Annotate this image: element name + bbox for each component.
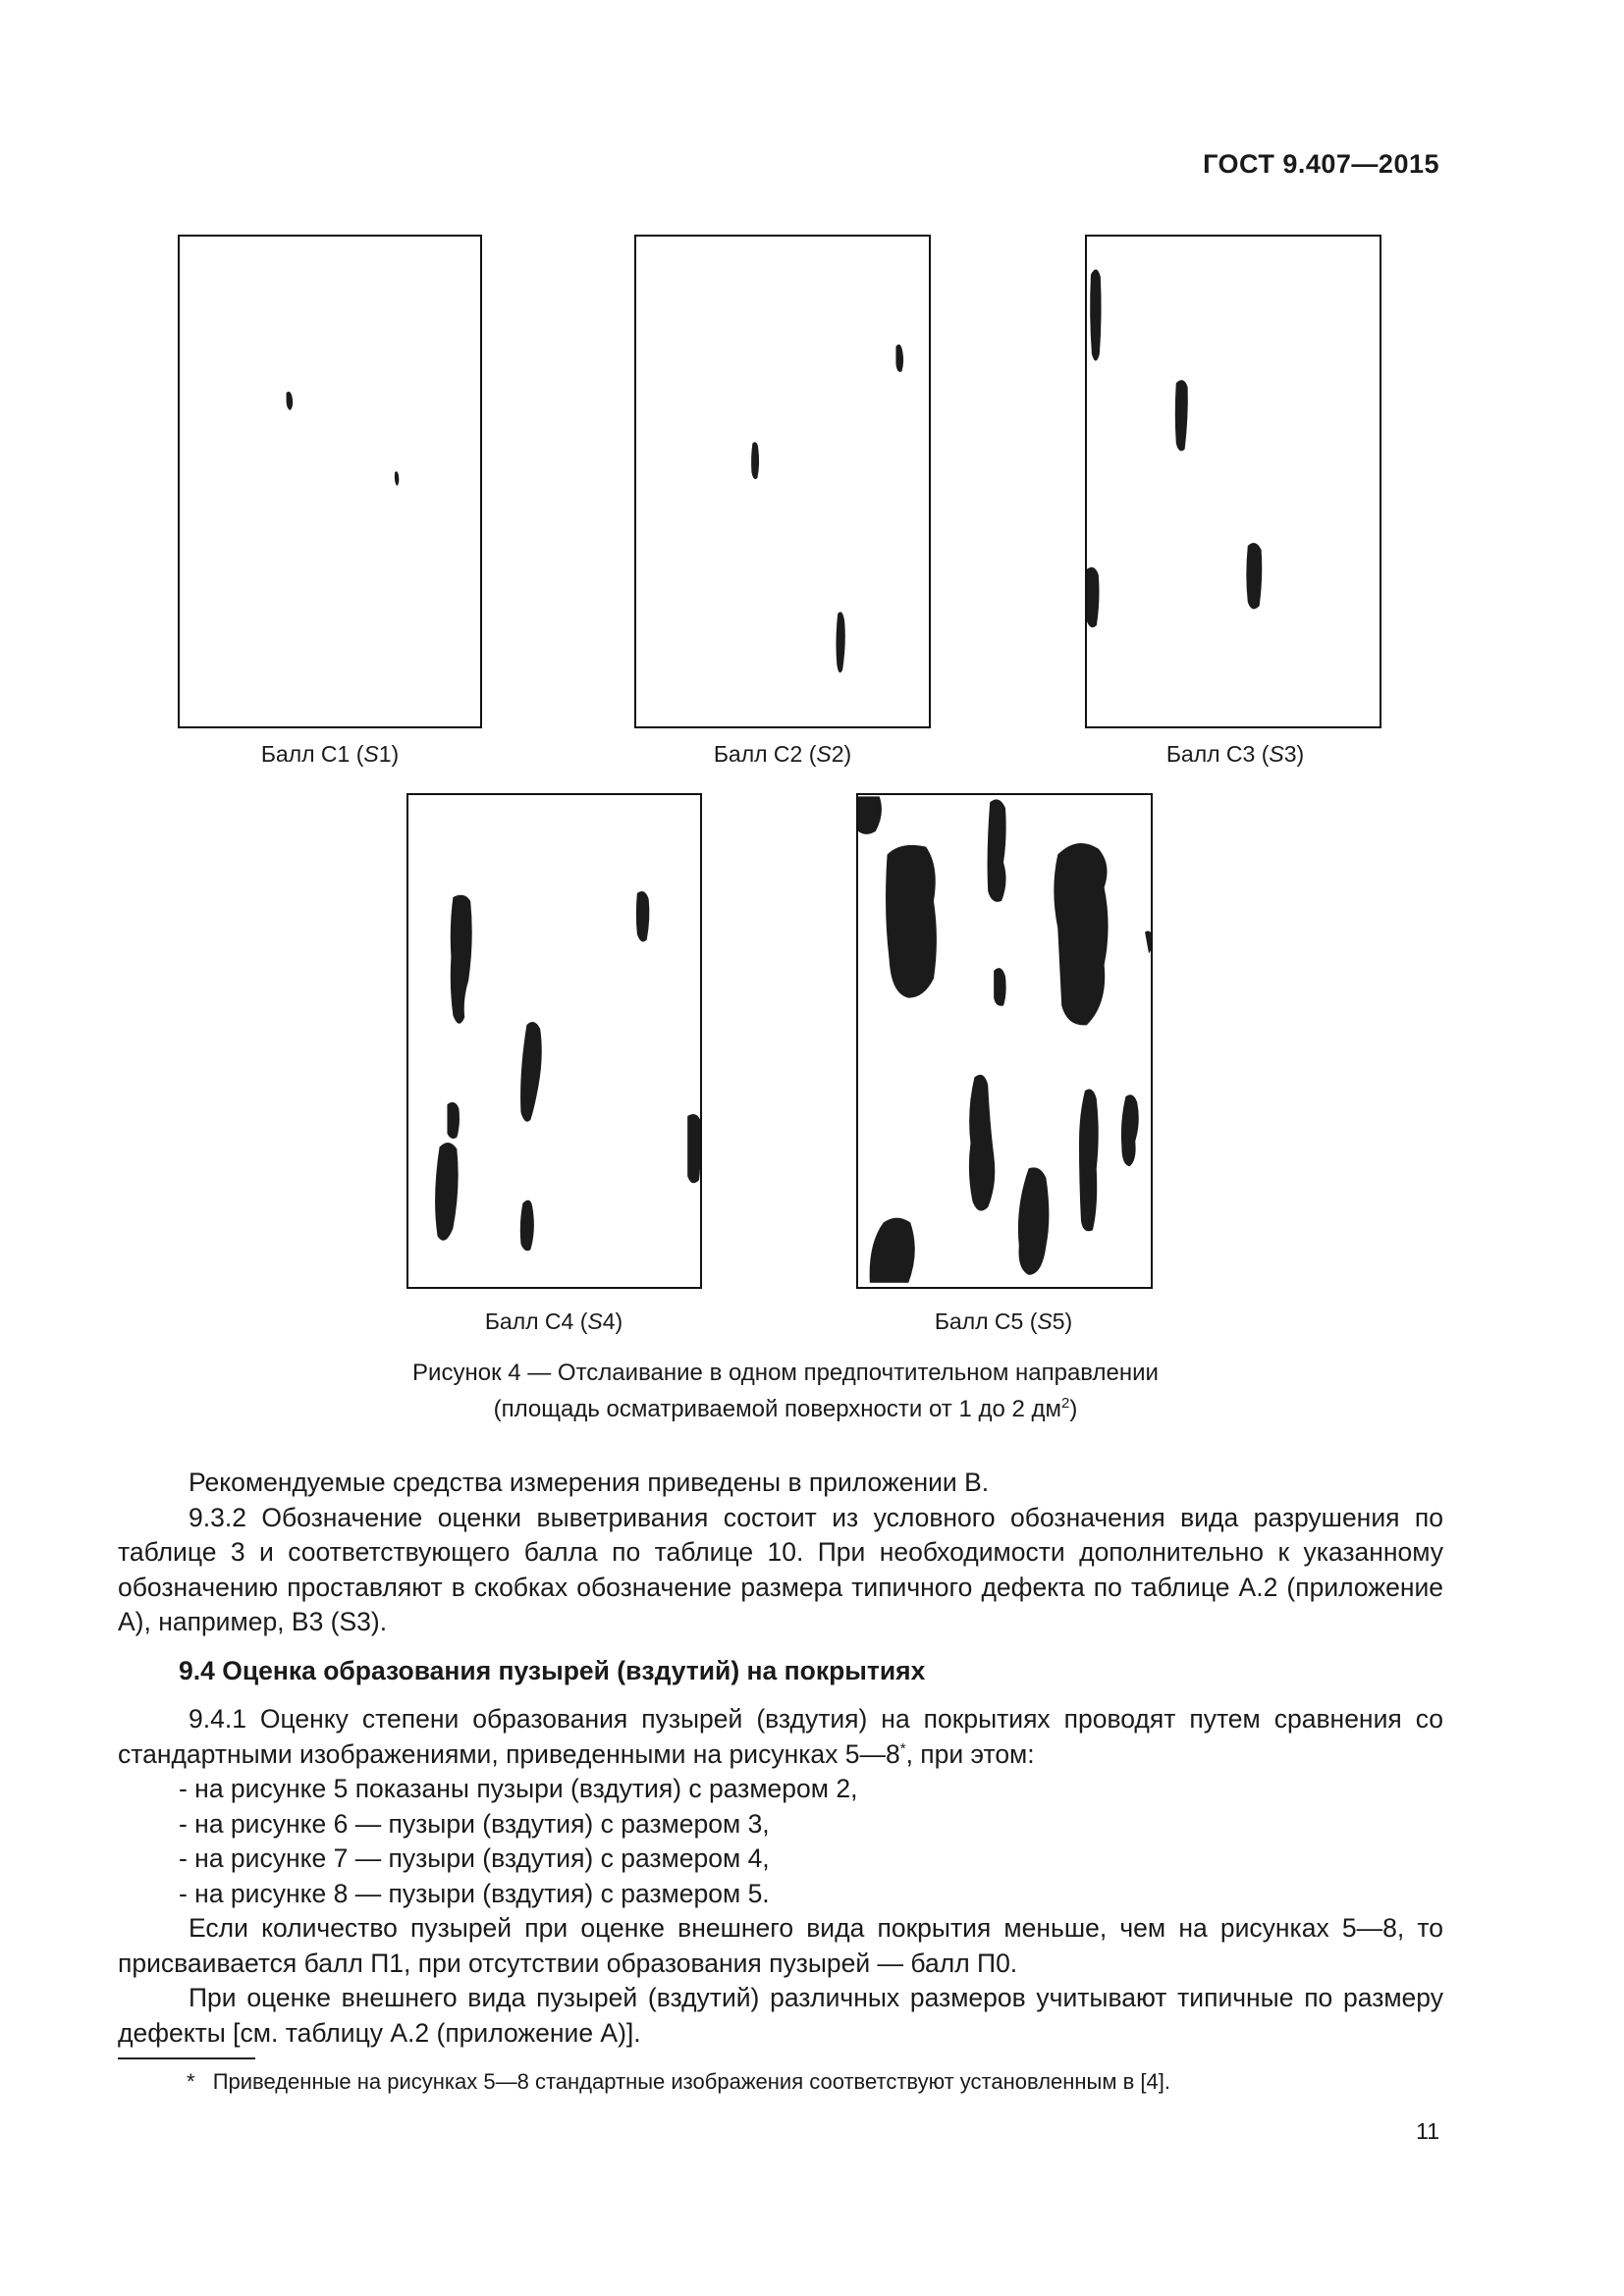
footnote-line — [118, 1541, 119, 1542]
body-text — [118, 1466, 1443, 2051]
caption-c4: Балл С4 (S4) — [484, 1308, 623, 1334]
caption-c3: Балл С3 (S3) — [1165, 741, 1305, 767]
flaking-pattern-c2 — [636, 237, 929, 726]
flaking-pattern-c3 — [1087, 237, 1380, 726]
section-heading-9-4: 9.4 Оценка образования пузырей (вздутий) на покрытиях — [179, 1655, 926, 1685]
paragraph-measurement: Рекомендуемые средства измерения приведены в приложении В. — [189, 1468, 990, 1497]
paragraph-9-3-2: 9.3.2 Обозначение оценки выветривания состоит из условного обозначения вида разрушения по таблице 3 и соответствующего балла по таблице 10. При необходимости дополнительно к указанному обозначению проставляют в скобках обозначение размера типичного дефекта по таблице А.2 (приложение А), например, В3 (S3). — [118, 1502, 1443, 1636]
figure-panel-c1 — [178, 235, 482, 728]
caption-c1: Балл С1 (S1) — [260, 741, 400, 767]
list-item: - на рисунке 6 — пузыри (вздутия) с размером 3, — [179, 1808, 770, 1839]
paragraph-score-assignment: Если количество пузырей при оценке внешнего вида покрытия меньше, чем на рисунках 5—8, то присваивается балл П1, при отсутствии образования пузырей — балл П0. — [118, 1913, 1443, 1978]
footnote-marker: * — [187, 2069, 195, 2094]
figure-panel-c4 — [406, 793, 702, 1289]
paragraph-9-4-1: 9.4.1 Оценку степени образования пузырей (вздутия) на покрытиях проводят путем сравнения со стандартными изображениями, приведенными на рисунках 5—8*, при этом: — [118, 1704, 1443, 1769]
flaking-pattern-c4 — [408, 795, 700, 1287]
list-item: - на рисунке 8 — пузыри (вздутия) с размером 5. — [179, 1878, 770, 1908]
footnote-divider — [118, 2057, 255, 2059]
list-item: - на рисунке 5 показаны пузыри (вздутия) с размером 2, — [179, 1774, 858, 1803]
figure-panel-c5 — [856, 793, 1153, 1289]
document-header: ГОСТ 9.407—2015 — [1203, 149, 1439, 179]
figure-panel-c3 — [1085, 235, 1381, 728]
figure-caption-line1: Рисунок 4 — Отслаивание в одном предпочтительном направлении — [412, 1360, 1159, 1386]
figure-panel-c2 — [634, 235, 931, 728]
list-item: - на рисунке 7 — пузыри (вздутия) с размером 4, — [179, 1843, 770, 1873]
footnote — [187, 2069, 1170, 2095]
figure-caption-line2: (площадь осматриваемой поверхности от 1 до 2 $дм^2$) — [493, 1395, 1078, 1422]
footnote-area — [118, 1536, 1443, 1537]
figure-caption — [295, 1358, 1276, 1424]
flaking-pattern-c5 — [858, 795, 1151, 1287]
flaking-pattern-c1 — [180, 237, 480, 726]
caption-c2: Балл С2 (S2) — [713, 741, 852, 767]
paragraph-mixed-sizes: При оценке внешнего вида пузырей (вздутий) различных размеров учитывают типичные по размеру дефекты [см. таблицу А.2 (приложение А)]. — [118, 1983, 1443, 2048]
caption-c5: Балл С5 (S5) — [934, 1308, 1073, 1334]
page-number: 11 — [1416, 2118, 1439, 2144]
footnote-text: Приведенные на рисунках 5—8 стандартные изображения соответствуют установленным в [4]. — [212, 2069, 1170, 2094]
